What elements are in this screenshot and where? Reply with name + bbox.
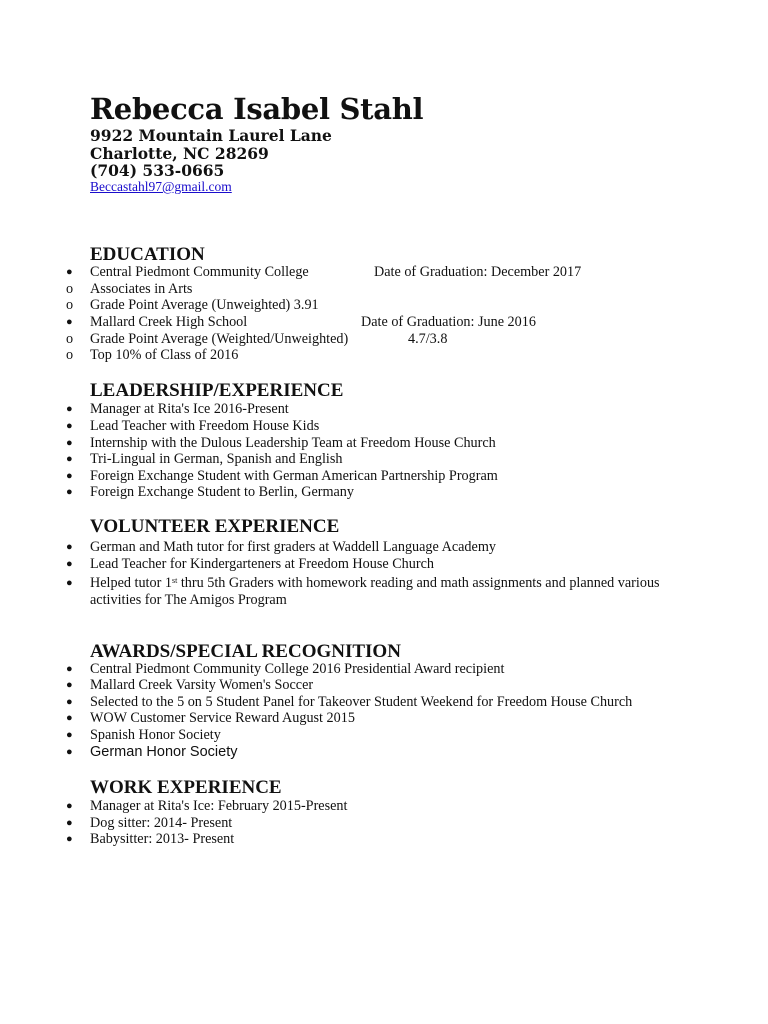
bullet-icon: ● <box>66 663 73 675</box>
bullet-icon: ● <box>66 833 73 845</box>
circle-bullet-icon: o <box>66 297 74 313</box>
education-item-text: Mallard Creek High School <box>90 314 248 330</box>
award-item-text: Central Piedmont Community College 2016 Presidential Award recipient <box>90 661 505 677</box>
bullet-icon: ● <box>66 316 73 328</box>
leadership-item-text: Manager at Rita's Ice 2016-Present <box>90 401 289 417</box>
education-item-text: Grade Point Average (Unweighted) 3.91 <box>90 297 319 313</box>
bullet-icon: ● <box>66 541 73 553</box>
bullet-icon: ● <box>66 266 73 278</box>
volunteer-item-text: German and Math tutor for first graders at Waddell Language Academy <box>90 539 496 555</box>
volunteer-heading: VOLUNTEER EXPERIENCE <box>90 516 340 537</box>
resume-name: Rebecca Isabel Stahl <box>90 92 424 126</box>
circle-bullet-icon: o <box>66 331 74 347</box>
phone-number: (704) 533-0665 <box>90 161 225 180</box>
bullet-icon: ● <box>66 437 73 449</box>
work-item-text: Manager at Rita's Ice: February 2015-Present <box>90 798 348 814</box>
education-heading: EDUCATION <box>90 244 205 265</box>
bullet-icon: ● <box>66 403 73 415</box>
bullet-icon: ● <box>66 712 73 724</box>
award-item-text: German Honor Society <box>90 744 238 760</box>
bullet-icon: ● <box>66 800 73 812</box>
bullet-icon: ● <box>66 746 73 758</box>
volunteer-item-text: Helped tutor 1st thru 5th Graders with homework reading and math assignments and planned various activities for The Amigos Program <box>90 575 660 608</box>
award-item-text: Mallard Creek Varsity Women's Soccer <box>90 677 314 693</box>
education-item-text: Top 10% of Class of 2016 <box>90 347 239 363</box>
email-link[interactable]: Beccastahl97@gmail.com <box>90 179 232 194</box>
circle-bullet-icon: o <box>66 347 74 363</box>
bullet-icon: ● <box>66 679 73 691</box>
leadership-heading: LEADERSHIP/EXPERIENCE <box>90 380 344 401</box>
bullet-icon: ● <box>66 729 73 741</box>
award-item-text: Spanish Honor Society <box>90 727 221 743</box>
work-item-text: Babysitter: 2013- Present <box>90 831 235 847</box>
work-heading: WORK EXPERIENCE <box>90 777 282 798</box>
awards-heading: AWARDS/SPECIAL RECOGNITION <box>90 641 401 662</box>
address-line-1: 9922 Mountain Laurel Lane <box>90 126 332 145</box>
award-item-text: WOW Customer Service Reward August 2015 <box>90 710 355 726</box>
bullet-icon: ● <box>66 420 73 432</box>
leadership-item-text: Lead Teacher with Freedom House Kids <box>90 418 320 434</box>
work-item-text: Dog sitter: 2014- Present <box>90 815 233 831</box>
education-item-text: Central Piedmont Community College <box>90 264 309 280</box>
leadership-item-text: Tri-Lingual in German, Spanish and English <box>90 451 343 467</box>
graduation-date: Date of Graduation: December 2017 <box>374 264 582 280</box>
graduation-date: Date of Graduation: June 2016 <box>361 314 536 330</box>
award-item-text: Selected to the 5 on 5 Student Panel for Takeover Student Weekend for Freedom House Church <box>90 694 633 710</box>
bullet-icon: ● <box>66 817 73 829</box>
bullet-icon: ● <box>66 558 73 570</box>
address-line-2: Charlotte, NC 28269 <box>90 144 269 163</box>
bullet-icon: ● <box>66 453 73 465</box>
education-item-text: Grade Point Average (Weighted/Unweighted) <box>90 331 349 347</box>
gpa-value: 4.7/3.8 <box>408 331 448 347</box>
leadership-item-text: Internship with the Dulous Leadership Team at Freedom House Church <box>90 435 496 451</box>
leadership-item-text: Foreign Exchange Student with German American Partnership Program <box>90 468 498 484</box>
bullet-icon: ● <box>66 470 73 482</box>
leadership-item-text: Foreign Exchange Student to Berlin, Germany <box>90 484 354 500</box>
bullet-icon: ● <box>66 486 73 498</box>
bullet-icon: ● <box>66 696 73 708</box>
circle-bullet-icon: o <box>66 281 74 297</box>
education-item-text: Associates in Arts <box>90 281 193 297</box>
volunteer-item-text: Lead Teacher for Kindergarteners at Freedom House Church <box>90 556 434 572</box>
bullet-icon: ● <box>66 577 73 589</box>
